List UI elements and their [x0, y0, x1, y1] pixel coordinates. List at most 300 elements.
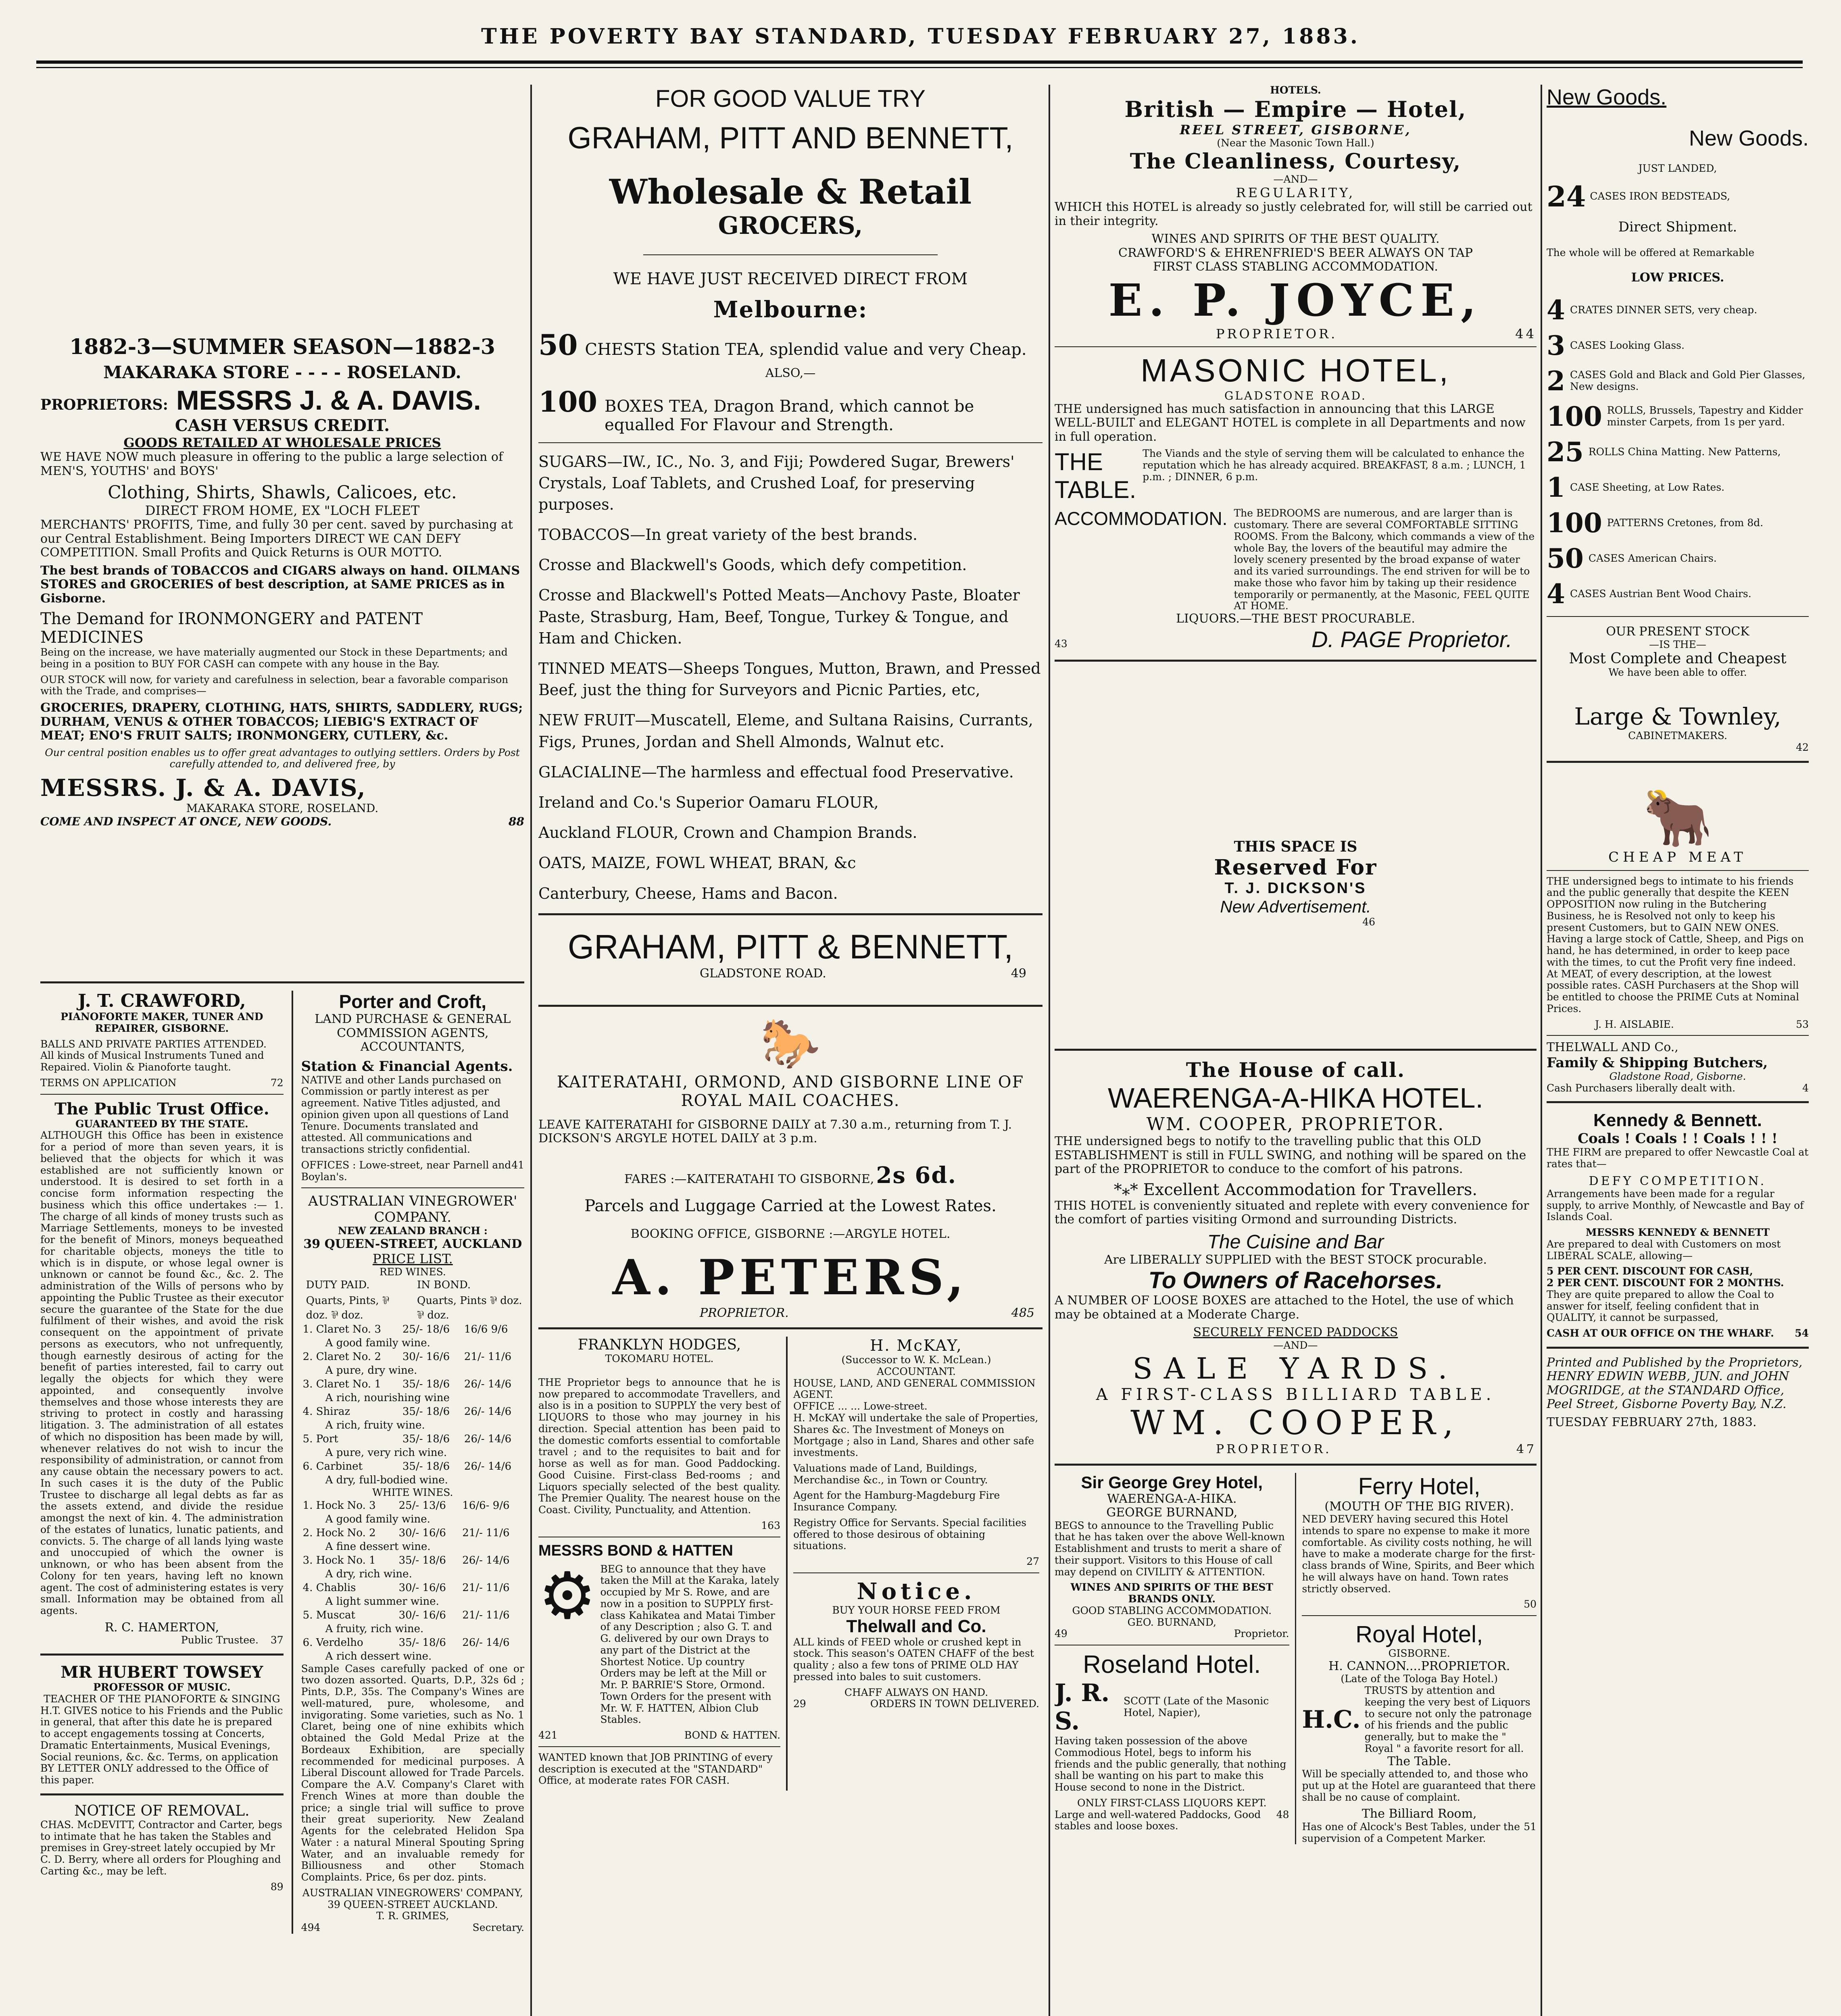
graham-item: Crosse and Blackwell's Potted Meats—Anchovy Paste, Bloater Paste, Strasburg, Ham, Beef, Tongue, Turkey & Tongue, and Ham and Chicken.	[538, 586, 1020, 647]
reserved-line2: Reserved For	[1214, 855, 1377, 880]
graham-footer-address: GLADSTONE ROAD.	[700, 966, 826, 981]
demand-heading: The Demand for IRONMONGERY and PATENT MEDICINES	[40, 610, 423, 647]
divider	[40, 1654, 284, 1656]
notice-title: Notice.	[857, 1578, 976, 1605]
waerenga-sale: SALE YARDS.	[1132, 1351, 1459, 1385]
mckay-body3: Agent for the Hamburg-Magdeburg Fire Insurance Company.	[793, 1489, 1000, 1513]
wine-row	[301, 1526, 524, 1540]
empire-cleanliness: The Cleanliness, Courtesy,	[1130, 149, 1462, 174]
divider	[40, 1094, 284, 1095]
ad-number: 49	[1011, 966, 1026, 981]
store-line: MAKARAKA STORE - - - - ROSELAND.	[103, 362, 461, 382]
kennedy-quality: They are quite prepared to allow the Coal to answer for itself, feeling confident that in QUALITY, it cannot be surpassed,	[1547, 1288, 1774, 1324]
towsey-title: MR HUBERT TOWSEY	[60, 1663, 263, 1682]
waerenga-billiard: A FIRST-CLASS BILLIARD TABLE.	[1096, 1385, 1495, 1404]
waerenga-boxes: A NUMBER OF LOOSE BOXES are attached to the Hotel, the use of which may be obtained at a Moderate Charge.	[1055, 1293, 1514, 1322]
wine-row	[301, 1499, 524, 1512]
wine-cell: 35/- 18/6	[402, 1405, 450, 1418]
newgoods-1: New Goods.	[1547, 85, 1667, 109]
kennedy-title: Kennedy & Bennett.	[1593, 1110, 1762, 1131]
waerenga-excellent: *⁎* Excellent Accommodation for Travellers.	[1113, 1180, 1478, 1199]
waerenga-body2: THIS HOTEL is conveniently situated and replete with every convenience for the comfort of parties visiting Ormond and surrounding Districts.	[1055, 1198, 1529, 1227]
ad-number: 72	[270, 1077, 284, 1089]
wine-cell: 35/- 18/6	[402, 1378, 450, 1390]
item-count: 2	[1547, 365, 1565, 397]
wine-desc-row	[301, 1649, 524, 1663]
graham-item: Ireland and Co.'s Superior Oamaru FLOUR,	[538, 793, 879, 811]
graham-item: SUGARS—IW., IC., No. 3, and Fiji; Powdered Sugar, Brewers' Crystals, Loaf Tablets, and Crushed Loaf, for preserving purposes.	[538, 452, 1015, 513]
wine-desc-row	[301, 1595, 524, 1608]
thelwall-title: THELWALL AND Co.,	[1547, 1040, 1678, 1055]
wine-cell: 26/- 14/6	[464, 1378, 512, 1390]
present-is: —IS THE—	[1649, 638, 1706, 650]
ad-number: 163	[761, 1519, 780, 1531]
wine-cell: 26/- 14/6	[464, 1433, 512, 1445]
item-text: ROLLS China Matting. New Patterns,	[1588, 446, 1781, 458]
col1-right	[301, 991, 524, 1934]
wine-col-head: IN BOND.	[417, 1279, 471, 1291]
masonic-accom: ACCOMMODATION.	[1055, 508, 1228, 529]
graham-top: FOR GOOD VALUE TRY	[655, 85, 926, 112]
graham-item: TOBACCOS—In great variety of the best brands.	[538, 526, 918, 544]
newgoods-item	[1547, 403, 1809, 430]
mckay-sub3: HOUSE, LAND, AND GENERAL COMMISSION AGENT.	[793, 1377, 1036, 1401]
merchants-text: MERCHANTS' PROFITS, Time, and fully 30 per cent. saved by purchasing at our Central Establishment. Being Importers DIRECT WE CAN DEFY COMPETITION. Small Profits and Quick Returns is OUR MOTTO.	[40, 518, 513, 560]
waerenga-cuisine: The Cuisine and Bar	[1207, 1231, 1384, 1253]
newgoods-low: LOW PRICES.	[1631, 270, 1724, 285]
empire-street: REEL STREET, GISBORNE,	[1180, 122, 1412, 137]
cheap-meat-title: CHEAP MEAT	[1608, 849, 1747, 865]
empire-street-sub: (Near the Masonic Town Hall.)	[1217, 137, 1374, 149]
wine-cell: 21/- 11/6	[462, 1609, 510, 1621]
divider	[1055, 1049, 1537, 1051]
wine-desc-row	[301, 1446, 524, 1460]
wine-row	[301, 1554, 524, 1567]
season-heading: 1882-3—SUMMER SEASON—1882-3	[69, 335, 495, 359]
item-text: CASES Looking Glass.	[1570, 339, 1685, 351]
coach-booking: BOOKING OFFICE, GISBORNE :—ARGYLE HOTEL.	[630, 1227, 951, 1241]
trust-sign: R. C. HAMERTON,	[104, 1620, 219, 1635]
removal-body: CHAS. McDEVITT, Contractor and Carter, begs to intimate that he has taken the Stables and premises in Grey-street lately occupied by Mr C. D. Berry, where all orders for Ploughing and Carting &c., may be left.	[40, 1818, 282, 1877]
large-townley: Large & Townley,	[1574, 703, 1781, 730]
empire-title: British — Empire — Hotel,	[1124, 96, 1467, 122]
tobaccos-text: The best brands of TOBACCOS and CIGARS always on hand. OILMANS STORES and GROCERIES of best description, at SAME PRICES as in Gisborne.	[40, 563, 520, 606]
ad-number: 41	[511, 1159, 524, 1171]
col1-left	[40, 991, 284, 1934]
hotels-label: HOTELS.	[1270, 85, 1321, 96]
porter-title: Porter and Croft,	[339, 991, 487, 1012]
graham-melbourne: Melbourne:	[713, 296, 868, 323]
empire-regularity: REGULARITY,	[1236, 185, 1355, 201]
wine-row	[301, 1350, 524, 1364]
waerenga-call: The House of call.	[1186, 1058, 1405, 1082]
wine-row	[301, 1432, 524, 1446]
fares-label: FARES :—KAITERATAHI TO GISBORNE,	[624, 1172, 874, 1186]
reserved-line1: THIS SPACE IS	[1234, 838, 1357, 855]
groceries-text: GROCERIES, DRAPERY, CLOTHING, HATS, SHIRTS, SADDLERY, RUGS; DURHAM, VENUS & OTHER TOBACCOS; LIEBIG'S EXTRACT OF MEAT; ENO'S FRUIT SALTS; IRONMONGERY, CUTLERY, &c.	[40, 701, 523, 743]
item-count: 50	[538, 328, 578, 362]
notice-body: ALL kinds of FEED whole or crushed kept in stock. This season's OATEN CHAFF of the best quality ; also a few tons of PRIME OLD HAY pressed into bales to suit customers.	[793, 1636, 1034, 1683]
removal-title: NOTICE OF REMOVAL.	[74, 1802, 250, 1819]
divider	[538, 913, 1042, 915]
wine-footer: Sample Cases carefully packed of one or two dozen assorted. Quarts, D.P., 32s 6d ; Pints, D.P., 35s. The Company's Wines are well-matured, pure, wholesome, and invigorating. Some varieties, such as No. 1 Claret, being one of nine exhibits which obtained the Gold Medal Prize at the Bordeaux Exhibition, are specially recommended for medicinal purposes. A Liberal Discount allowed for Trade Parcels. Compare the A.V. Company's Claret with French Wines at more than double the price; a single trial will suffice to prove their great superiority. New Zealand Agents for the celebrated Helidon Spa Water : a natural Mineral Spouting Spring Water, and an invaluable remedy for Billiousness and other Stomach Complaints. Price, 6s per doz. pints.	[301, 1662, 524, 1883]
royal-title: Royal Hotel,	[1355, 1621, 1483, 1647]
item-text: BOXES TEA, Dragon Brand, which cannot be equalled For Flavour and Strength.	[605, 397, 974, 434]
royal-billiard-body: Has one of Alcock's Best Tables, under the supervision of a Competent Marker.	[1302, 1820, 1520, 1844]
waerenga-liberally: Are LIBERALLY SUPPLIED with the BEST STOCK procurable.	[1104, 1252, 1487, 1267]
notice-name: Thelwall and Co.	[846, 1616, 986, 1636]
wine-sign-name: T. R. GRIMES,	[376, 1910, 449, 1922]
crawford-title: J. T. CRAWFORD,	[77, 991, 246, 1011]
wine-col-sub: Quarts, Pints, ⅌ doz. ⅌ doz.	[306, 1294, 389, 1321]
divider	[1547, 1035, 1809, 1036]
wine-desc: A fine dessert wine.	[325, 1540, 431, 1553]
wine-cell: 5. Port	[302, 1433, 338, 1445]
cabinetmakers: CABINETMAKERS.	[1628, 730, 1727, 741]
wine-desc-row	[301, 1364, 524, 1377]
waerenga-fenced: SECURELY FENCED PADDOCKS	[1193, 1325, 1398, 1340]
graham-footer: GRAHAM, PITT & BENNETT,	[567, 927, 1013, 966]
masonic-liquors: LIQUORS.—THE BEST PROCURABLE.	[1176, 612, 1415, 626]
davis-name: MESSRS. J. & A. DAVIS,	[40, 774, 366, 802]
wine-desc: A dry, full-bodied wine.	[325, 1474, 448, 1486]
reserved-line3: T. J. DICKSON'S	[1224, 879, 1367, 897]
kennedy-firm: THE FIRM are prepared to offer Newcastle Coal at rates that—	[1547, 1146, 1809, 1170]
intro-text: WE HAVE NOW much pleasure in offering to the public a large selection of MEN'S, YOUTHS' and BOYS'	[40, 450, 503, 478]
grey-sign: GEO. BURNAND,	[1127, 1616, 1216, 1628]
wine-cell: 2. Claret No. 2	[302, 1350, 381, 1363]
newgoods-list	[1547, 294, 1809, 610]
wine-desc-row	[301, 1622, 524, 1636]
waerenga-and: —AND—	[1273, 1339, 1318, 1351]
graham-item: Crosse and Blackwell's Goods, which defy competition.	[538, 556, 967, 574]
wine-cell: 26/- 14/6	[464, 1460, 512, 1472]
newgoods-item	[1547, 545, 1809, 572]
wine-cell: 1. Claret No. 3	[302, 1323, 381, 1335]
newgoods-item	[1547, 294, 1809, 326]
mckay-sub2: ACCOUNTANT.	[877, 1365, 956, 1377]
wine-header-table	[301, 1278, 524, 1322]
ad-number: 46	[1362, 916, 1375, 928]
wine-cell: 25/- 18/6	[402, 1323, 450, 1335]
clothing-line: Clothing, Shirts, Shawls, Calicoes, etc.	[108, 482, 457, 503]
wine-col-sub: Quarts, Pints ⅌ doz. ⅌ doz.	[417, 1294, 522, 1321]
reserved-line4: New Advertisement.	[1220, 897, 1371, 916]
masthead: THE POVERTY BAY STANDARD, TUESDAY FEBRUARY 27, 1883.	[481, 24, 1360, 49]
column-3	[1055, 85, 1537, 2016]
masonic-accom-body: The BEDROOMS are numerous, and are larger than is customary. There are several COMFORTABLE SITTING ROOMS. From the Balcony, which commands a view of the whole Bay, the lovers of the beautiful may admire the lovely scenery presented by the broad expanse of water and its varied surroundings. The end striven for will be to make those who favor him by taking up their residence temporarily or permanently, at the Masonic, FEEL QUITE AT HOME.	[1234, 507, 1535, 612]
davis-ad	[40, 335, 524, 828]
graham-item: OATS, MAIZE, FOWL WHEAT, BRAN, &c	[538, 854, 856, 872]
wine-sign-title: Secretary.	[472, 1922, 524, 1933]
come-line: COME AND INSPECT AT ONCE, NEW GOODS.	[40, 815, 332, 828]
kennedy-disc2: 2 PER CENT. DISCOUNT FOR 2 MONTHS.	[1547, 1277, 1784, 1289]
wine-desc: A pure, very rich wine.	[325, 1446, 447, 1459]
ferry-body: NED DEVERY having secured this Hotel intends to spare no expense to make it more comfortable. As civility costs nothing, he will have to make a moderate charge for the first-class brands of Wine, Spirits, and Beer which he will always have on hand. Town rates strictly observed.	[1302, 1513, 1535, 1595]
item-count: 4	[1547, 578, 1565, 610]
newgoods-direct: Direct Shipment.	[1618, 219, 1737, 235]
kennedy-coals: Coals ! Coals ! ! Coals ! ! !	[1578, 1131, 1778, 1147]
porter-sub: LAND PURCHASE & GENERAL COMMISSION AGENTS, ACCOUNTANTS,	[315, 1012, 511, 1054]
kennedy-arr: Arrangements have been made for a regular supply, to arrive Monthly, of Newcastle and Bay of Islands Coal.	[1547, 1187, 1804, 1223]
item-text: CHESTS Station TEA, splendid value and very Cheap.	[585, 340, 1027, 359]
page-name: D. PAGE Proprietor.	[1311, 626, 1512, 652]
ferry-sub: (MOUTH OF THE BIG RIVER).	[1324, 1499, 1514, 1514]
wine-sign-address: 39 QUEEN-STREET AUCKLAND.	[327, 1898, 498, 1910]
thelwall-sub: Family & Shipping Butchers,	[1547, 1054, 1768, 1071]
masonic-title: MASONIC HOTEL,	[1140, 352, 1451, 388]
wine-cell: 35/- 18/6	[402, 1460, 450, 1472]
masonic-table: THE TABLE.	[1055, 448, 1136, 504]
mckay-office: OFFICE ... ... Lowe-street.	[793, 1400, 928, 1412]
roseland-initials: J. R. S.	[1055, 1679, 1110, 1735]
column-2	[538, 85, 1042, 2016]
demand-body: Being on the increase, we have materially augmented our Stock in these Departments; and being in a position to BUY FOR CASH can compete with any house in the Bay.	[40, 646, 508, 670]
towsey-head: TEACHER OF THE PIANOFORTE & SINGING	[44, 1693, 280, 1705]
grey-wines: WINES AND SPIRITS OF THE BEST BRANDS ONLY.	[1070, 1581, 1274, 1605]
item-count: 4	[1547, 294, 1565, 326]
ad-number: 51	[1524, 1820, 1537, 1833]
roseland-stables: Large and well-watered Paddocks, Good stables and loose boxes.	[1055, 1808, 1261, 1832]
wine-desc-row	[301, 1540, 524, 1554]
kennedy-wharf: CASH AT OUR OFFICE ON THE WHARF.	[1547, 1327, 1774, 1339]
coach-title: KAITERATAHI, ORMOND, AND GISBORNE LINE OF ROYAL MAIL COACHES.	[557, 1073, 1024, 1110]
trust-title: The Public Trust Office.	[54, 1099, 269, 1118]
item-text: ROLLS, Brussels, Tapestry and Kidder minster Carpets, from 1s per yard.	[1607, 404, 1803, 428]
wine-cell: 35/- 18/6	[398, 1554, 446, 1566]
red-wine-table	[301, 1322, 524, 1487]
graham-name: GRAHAM, PITT AND BENNETT,	[567, 121, 1013, 155]
wine-branch: NEW ZEALAND BRANCH :	[338, 1225, 488, 1237]
cheap-meat-body: THE undersigned begs to intimate to his friends and the public generally that despite the KEEN OPPOSITION now ruling in the Butchering Business, he is Resolved not only to keep his present Customers, but to GAIN NEW ONES. Having a large stock of Cattle, Sheep, and Pigs on hand, he has determined, in order to keep pace with the times, to cut the Profit very fine indeed. At MEAT, of every description, at the lowest possible rates. CASH Purchasers at the Shop will be entitled to choose the PRIME Cuts at Nominal Prices.	[1547, 875, 1804, 1014]
ad-number: 47	[1516, 1442, 1537, 1456]
wine-cell: 2. Hock No. 2	[302, 1527, 376, 1539]
divider	[301, 1187, 524, 1188]
waerenga-body: THE undersigned begs to notify to the travelling public that this OLD ESTABLISHMENT is still in FULL SWING, and nothing will be spared on the part of the PROPRIETOR to conduce to the comfort of his patrons.	[1055, 1134, 1526, 1177]
notice-buy: BUY YOUR HORSE FEED FROM	[832, 1604, 1001, 1616]
item-count: 24	[1547, 179, 1586, 213]
wine-col-head: DUTY PAID.	[306, 1279, 370, 1291]
masthead-rule	[36, 60, 1803, 64]
column-4	[1547, 85, 1809, 2016]
royal-sub2: (Late of the Tologa Bay Hotel.)	[1341, 1673, 1498, 1685]
ad-number: 37	[270, 1634, 284, 1646]
cooper-name: WM. COOPER,	[1130, 1404, 1461, 1442]
graham-list	[538, 451, 1042, 904]
lower-columns	[40, 991, 524, 1934]
ad-number: 50	[1524, 1598, 1537, 1610]
wine-cell: 16/6 9/6	[464, 1323, 508, 1335]
column-1	[40, 85, 524, 2016]
masonic-table-body: The Viands and the style of serving them will be calculated to enhance the reputation which he has already acquired. BREAKFAST, 8 a.m. ; LUNCH, 1 p.m. ; DINNER, 6 p.m.	[1143, 448, 1526, 483]
wine-cell: 26/- 14/6	[464, 1405, 512, 1418]
graham-grocers: GROCERS,	[718, 212, 863, 240]
graham-received: WE HAVE JUST RECEIVED DIRECT FROM	[613, 270, 968, 288]
divider	[1302, 1615, 1537, 1616]
graham-item: Canterbury, Cheese, Hams and Bacon.	[538, 884, 838, 902]
mckay-sub: (Successor to W. K. McLean.)	[841, 1354, 991, 1366]
divider	[538, 1746, 780, 1747]
newgoods-landed: JUST LANDED,	[1638, 162, 1717, 174]
divider	[538, 442, 1042, 443]
grey-title: Sir George Grey Hotel,	[1081, 1472, 1263, 1492]
hodges-sub: TOKOMARU HOTEL.	[605, 1353, 714, 1365]
divider	[1055, 1464, 1537, 1466]
ad-number: 29	[793, 1698, 806, 1710]
crawford-terms: TERMS ON APPLICATION	[40, 1077, 177, 1089]
item-count: 50	[1547, 543, 1584, 574]
notice-orders: ORDERS IN TOWN DELIVERED.	[870, 1698, 1039, 1710]
wine-cell: 30/- 16/6	[398, 1527, 446, 1539]
ad-number: 49	[1055, 1628, 1067, 1640]
wine-row	[301, 1460, 524, 1473]
proprietors-label: PROPRIETORS:	[40, 396, 168, 413]
wine-desc: A rich dessert wine.	[325, 1650, 432, 1662]
ferry-title: Ferry Hotel,	[1358, 1473, 1480, 1500]
divider	[40, 1793, 284, 1795]
royal-name: H. CANNON....PROPRIETOR.	[1328, 1659, 1510, 1673]
joyce-title: PROPRIETOR.	[1216, 326, 1338, 342]
wine-desc: A rich, fruity wine.	[325, 1419, 425, 1431]
item-text: CASE Sheeting, at Low Rates.	[1570, 481, 1725, 493]
ad-number: 4	[1802, 1082, 1809, 1094]
item-text: CASES American Chairs.	[1588, 552, 1717, 564]
wine-desc-row	[301, 1336, 524, 1350]
graham-item: GLACIALINE—The harmless and effectual food Preservative.	[538, 763, 1014, 781]
wine-desc: A good family wine.	[325, 1513, 430, 1525]
ad-number: 53	[1796, 1018, 1809, 1030]
newgoods-item	[1547, 474, 1809, 501]
wine-cell: 30/- 16/6	[398, 1609, 446, 1621]
item-text: CASES IRON BEDSTEADS,	[1590, 190, 1730, 202]
item-count: 100	[1547, 507, 1602, 539]
thelwall-address: Gladstone Road, Gisborne.	[1609, 1070, 1746, 1082]
divider	[793, 1572, 1039, 1573]
graham-item: Auckland FLOUR, Crown and Champion Brands.	[538, 824, 917, 842]
wine-address: 39 QUEEN-STREET, AUCKLAND	[303, 1237, 522, 1251]
divider	[1547, 1347, 1809, 1349]
wine-cell: 4. Chablis	[302, 1581, 356, 1594]
grey-sub: WAERENGA-A-HIKA.	[1107, 1491, 1237, 1506]
trust-sign-title: Public Trustee.	[181, 1634, 259, 1646]
central-text: Our central position enables us to offer great advantages to outlying settlers. Orders by Post carefully attended to, and delivered free, by	[45, 746, 520, 770]
mckay-title: H. McKAY,	[870, 1337, 963, 1355]
wine-row	[301, 1322, 524, 1336]
royal-table: The Table.	[1387, 1754, 1451, 1768]
wine-cell: 30/- 16/6	[402, 1350, 450, 1363]
wine-cell: 35/- 18/6	[402, 1433, 450, 1445]
stock-text: OUR STOCK will now, for variety and carefulness in selection, bear a favorable comparison with the Trade, and comprises—	[40, 673, 509, 697]
graham-item: TINNED MEATS—Sheeps Tongues, Mutton, Brawn, and Pressed Beef, just the thing for Surveyors and Picnic Parties, etc,	[538, 660, 1041, 699]
present-able: We have been able to offer.	[1608, 666, 1747, 679]
newgoods-item	[1547, 507, 1809, 539]
newgoods-2: New Goods.	[1689, 126, 1809, 150]
masthead-rule-thin	[36, 67, 1803, 68]
item-text: CRATES DINNER SETS, very cheap.	[1570, 304, 1758, 316]
wine-desc: A light summer wine.	[325, 1595, 439, 1608]
wine-desc: A good family wine.	[325, 1337, 430, 1349]
divider	[1055, 660, 1537, 662]
wine-row	[301, 1377, 524, 1391]
trust-body: ALTHOUGH this Office has been in existence for a period of more than seven years, it is believed that the objects for which it was established are not sufficiently known or understood. It is desired to set forth in a concise form information respecting the business which this office undertakes :— 1. The charge of all kinds of money trusts such as Marriage Settlements, moneys to be invested for the benefit of Minors, moneys bequeathed for charitable objects, moneys the title to which is in dispute, or whose legal owner is unknown or cannot be found &c., &c. 2. The administration of the Wills of persons who by appointing the Public Trustee as their executor secure the guarantee of the State for the due fulfilment of their wishes, and avoid the risk consequent on the appointment of private persons as executors, who not unfrequently, though earnestly desirous of acting for the benefit of parties interested, fail to carry out legally the objects for which they were appointed, and consequently involve themselves and those whose interests they are striving to protect in costly and harassing litigation. 3. The administration of all estates of which no disposition has been made by will, whenever relatives do not wish to incur the responsibility of administration, or cannot from any cause obtain the necessary powers to act. In such cases it is the duty of the Public Trustee to discharge all legal debts as far as the assets extend, and divide the residue amongst the next of kin. 4. The administration of the estates of lunatics, lunatic patients, and convicts. 5. The charge of all lands lying waste and unoccupied of which the owner is unknown, or who has been absent from the Colony for ten years, having left no known agent. The cost of administering estates is very small. Information may be obtained from all agents.	[40, 1129, 284, 1616]
mckay-body2: Valuations made of Land, Buildings, Merchandise &c., in Town or Country.	[793, 1462, 988, 1486]
goods-heading: GOODS RETAILED AT WHOLESALE PRICES	[123, 435, 441, 450]
graham-wholesale: Wholesale & Retail	[609, 172, 972, 212]
wine-cell: 5. Muscat	[302, 1609, 355, 1621]
wine-cell: 4. Shiraz	[302, 1405, 350, 1418]
column-divider	[530, 85, 532, 2016]
column-divider	[1049, 85, 1050, 2016]
wine-cell: 3. Claret No. 1	[302, 1378, 381, 1390]
wine-cell: 1. Hock No. 3	[302, 1499, 376, 1512]
royal-billiard: The Billiard Room,	[1361, 1807, 1477, 1821]
waerenga-sub: WM. COOPER, PROPRIETOR.	[1146, 1114, 1445, 1135]
item-count: 100	[1547, 401, 1602, 432]
wine-price: PRICE LIST.	[372, 1251, 453, 1266]
wine-desc-row	[301, 1391, 524, 1405]
royal-table-body: Will be specially attended to, and those who put up at the Hotel are guaranteed that there shall be no cause of complaint.	[1302, 1768, 1536, 1803]
empire-wines: WINES AND SPIRITS OF THE BEST QUALITY.	[1151, 232, 1440, 246]
empire-and: —AND—	[1273, 173, 1318, 185]
kennedy-disc1: 5 PER CENT. DISCOUNT FOR CASH,	[1547, 1265, 1753, 1277]
divider	[1055, 346, 1537, 347]
printing-body: WANTED known that JOB PRINTING of every description is executed at the "STANDARD" Office, at moderate rates FOR CASH.	[538, 1751, 773, 1787]
ad-number: 485	[1011, 1306, 1034, 1320]
fares-value: 2s 6d.	[876, 1162, 957, 1189]
porter-body: NATIVE and other Lands purchased on Commission or partly interest as per agreement. Native Titles adjusted, and opinion given upon all questions of Land Tenure. Documents translated and attested. All communications and transactions strictly confidential.	[301, 1074, 509, 1155]
bond-title: MESSRS BOND & HATTEN	[538, 1542, 733, 1559]
peters-name: A. PETERS,	[612, 1249, 969, 1306]
newgoods-item	[1547, 436, 1809, 468]
wine-desc-row	[301, 1512, 524, 1526]
divider	[538, 1327, 1042, 1329]
ad-number: 48	[1276, 1808, 1289, 1820]
royal-sub: GISBORNE.	[1388, 1647, 1450, 1659]
wine-cell: 35/- 18/6	[398, 1636, 446, 1649]
present-complete: Most Complete and Cheapest	[1569, 650, 1787, 667]
item-count: 100	[538, 385, 598, 419]
column-divider	[292, 991, 293, 1934]
imprint: Printed and Published by the Proprietors, HENRY EDWIN WEBB, JUN. and JOHN MOGRIDGE, at the STANDARD Office, Peel Street, Gisborne Poverty Bay, N.Z.	[1547, 1355, 1803, 1412]
present-stock: OUR PRESENT STOCK	[1606, 625, 1749, 639]
wine-red-heading: RED WINES.	[379, 1266, 446, 1278]
peters-title: PROPRIETOR.	[700, 1306, 789, 1320]
coach-parcels: Parcels and Luggage Carried at the Lowest Rates.	[584, 1196, 997, 1215]
notice-chaff: CHAFF ALWAYS ON HAND.	[844, 1686, 988, 1698]
royal-initials: H.C.	[1302, 1706, 1361, 1734]
grey-name: GEORGE BURNAND,	[1106, 1506, 1238, 1520]
coach-leave: LEAVE KAITERATAHI for GISBORNE DAILY at 7.30 a.m., returning from T. J. DICKSON'S ARGYLE HOTEL DAILY at 3 p.m.	[538, 1117, 1012, 1146]
wine-desc-row	[301, 1418, 524, 1432]
coach-icon: 🐎	[760, 1015, 821, 1072]
towsey-sub: PROFESSOR OF MUSIC.	[93, 1681, 231, 1693]
divider	[643, 254, 938, 255]
column-divider	[1541, 85, 1542, 2016]
newgoods-item	[1547, 365, 1809, 397]
bond-sign: BOND & HATTEN.	[684, 1729, 780, 1741]
empire-stabling: FIRST CLASS STABLING ACCOMMODATION.	[1153, 260, 1438, 274]
kennedy-prep: Are prepared to deal with Customers on most LIBERAL SCALE, allowing—	[1547, 1238, 1781, 1262]
item-count: 3	[1547, 330, 1565, 361]
item-text: CASES Gold and Black and Gold Pier Glasses, New designs.	[1570, 369, 1806, 392]
wine-cell: 26/- 14/6	[462, 1636, 510, 1649]
waerenga-owners: To Owners of Racehorses.	[1148, 1267, 1443, 1294]
wine-cell: 21/- 11/6	[462, 1581, 510, 1594]
joyce-name: E. P. JOYCE,	[1108, 274, 1483, 326]
roseland-scott: SCOTT (Late of the Masonic Hotel, Napier),	[1124, 1695, 1269, 1718]
royal-body: TRUSTS by attention and keeping the very best of Liquors to secure not only the patronage of his friends and the public generally, but to make the " Royal " a favorite resort for all.	[1364, 1685, 1532, 1754]
column-divider	[786, 1337, 788, 1791]
